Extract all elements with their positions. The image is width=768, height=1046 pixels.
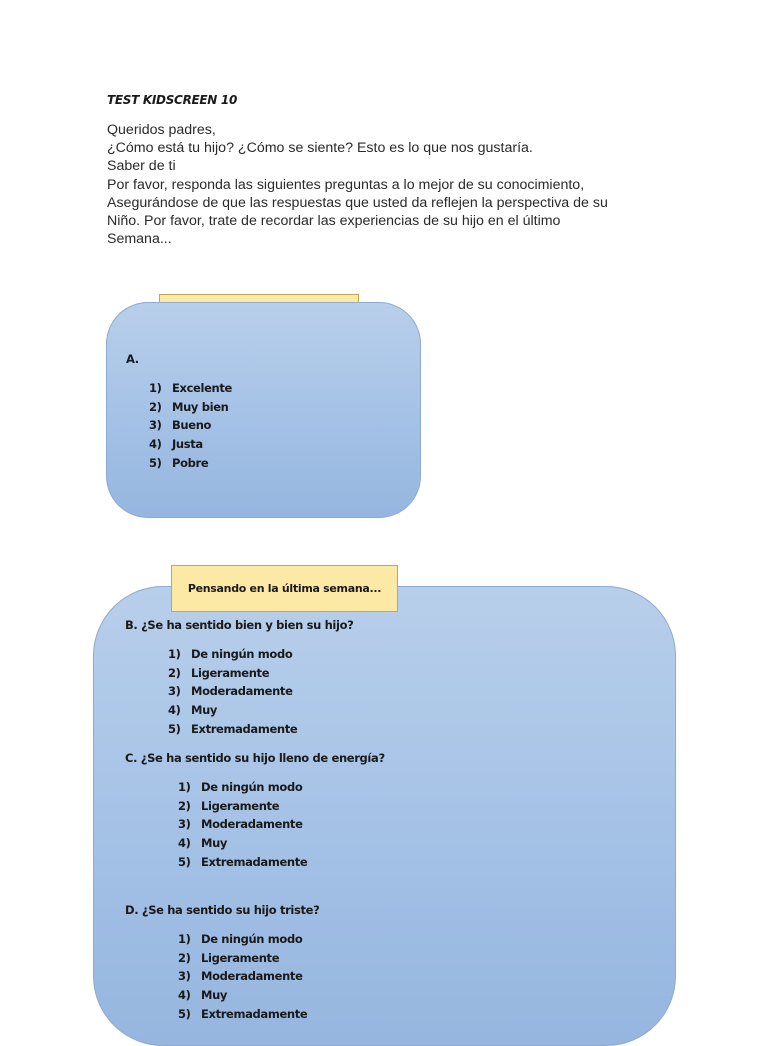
option-item[interactable]: 1) Excelente (149, 381, 232, 395)
intro-line: Queridos padres, (107, 122, 216, 138)
option-item[interactable]: 4) Muy (168, 703, 218, 718)
intro-line: Asegurándose de que las respuestas que usted da reflejen la perspectiva de su (107, 194, 608, 211)
question-box-b (93, 586, 676, 1046)
option-item[interactable]: 1) De ningún modo (168, 647, 293, 661)
option-item[interactable]: 5) Extremadamente (178, 854, 308, 869)
question-a-label: A. (126, 352, 139, 366)
question-box-a (106, 302, 421, 518)
intro-paragraph (107, 121, 667, 248)
document-title: TEST KIDSCREEN 10 (107, 93, 238, 107)
question-a-options (149, 379, 232, 472)
question-d-options (178, 930, 307, 1023)
intro-line: Saber de ti (107, 158, 176, 175)
option-item[interactable]: 3) Moderadamente (178, 817, 303, 832)
question-c-options (178, 778, 307, 871)
intro-line: ¿Cómo está tu hijo? ¿Cómo se siente? Esto es lo que nos gustaría. (107, 140, 533, 157)
callout-last-week-b: Pensando en la última semana... (171, 565, 398, 612)
intro-line: Por favor, responda las siguientes preguntas a lo mejor de su conocimiento, (107, 176, 585, 193)
option-item[interactable]: 5) Extremadamente (168, 721, 298, 736)
option-item[interactable]: 1) De ningún modo (178, 780, 303, 794)
option-item[interactable]: 4) Muy (178, 988, 228, 1003)
option-item[interactable]: 5) Extremadamente (178, 1006, 308, 1021)
question-d-label: D. ¿Se ha sentido su hijo triste? (125, 903, 320, 917)
intro-line: Niño. Por favor, trate de recordar las experiencias de su hijo en el último (107, 213, 561, 230)
option-item[interactable]: 5) Pobre (149, 455, 209, 470)
option-item[interactable]: 3) Bueno (149, 418, 212, 433)
question-b-label: B. ¿Se ha sentido bien y bien su hijo? (125, 618, 354, 632)
option-item[interactable]: 2) Ligeramente (168, 665, 270, 680)
option-item[interactable]: 2) Ligeramente (178, 798, 280, 813)
option-item[interactable]: 2) Ligeramente (178, 950, 280, 965)
option-item[interactable]: 1) De ningún modo (178, 932, 303, 946)
intro-line: Semana... (107, 231, 172, 248)
question-c-label: C. ¿Se ha sentido su hijo lleno de energía? (125, 751, 385, 765)
option-item[interactable]: 2) Muy bien (149, 399, 229, 414)
option-item[interactable]: 4) Muy (178, 836, 228, 851)
option-item[interactable]: 3) Moderadamente (178, 969, 303, 984)
question-b-options (168, 645, 297, 738)
option-item[interactable]: 4) Justa (149, 437, 203, 452)
option-item[interactable]: 3) Moderadamente (168, 684, 293, 699)
